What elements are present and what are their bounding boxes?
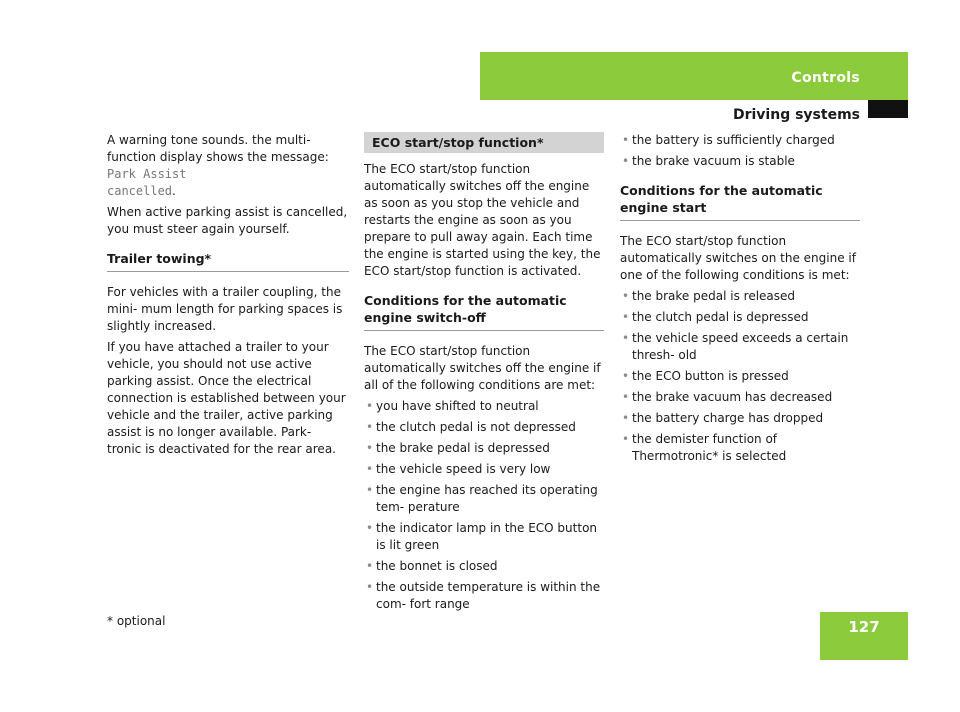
- thumb-index-marker: [868, 100, 908, 118]
- list-item: • the battery is sufficiently charged: [620, 132, 860, 149]
- heading-eco-start-stop: ECO start/stop function*: [364, 132, 604, 153]
- display-message-line2: cancelled: [107, 184, 173, 198]
- section-label: Controls: [791, 70, 860, 86]
- list-item: • you have shifted to neutral: [364, 398, 604, 415]
- list-item: • the clutch pedal is not depressed: [364, 419, 604, 436]
- paragraph-switch-off-intro: The ECO start/stop function automatically switches off the engine if all of the following conditions are met:: [364, 344, 601, 392]
- list-item: • the demister function of Thermotronic* is selected: [620, 431, 860, 465]
- list-item: • the engine has reached its operating tem- perature: [364, 482, 604, 516]
- list-item: • the outside temperature is within the com- fort range: [364, 579, 604, 613]
- paragraph-warning: [107, 132, 349, 200]
- list-item: • the vehicle speed exceeds a certain thresh- old: [620, 330, 860, 364]
- list-switch-off-conditions-cont: [620, 132, 860, 170]
- paragraph-trailer-1: For vehicles with a trailer coupling, the mini- mum length for parking spaces is slightly increased.: [107, 285, 343, 333]
- list-item: • the indicator lamp in the ECO button is lit green: [364, 520, 604, 554]
- column-right: [620, 132, 860, 469]
- display-message-line1: Park Assist: [107, 167, 187, 181]
- column-middle: [364, 132, 604, 617]
- list-item: • the battery charge has dropped: [620, 410, 860, 427]
- heading-switch-off-conditions: Conditions for the automatic engine switch-off: [364, 292, 604, 331]
- column-left: [107, 132, 349, 462]
- heading-trailer-towing: Trailer towing*: [107, 250, 349, 272]
- list-item: • the brake pedal is released: [620, 288, 860, 305]
- heading-engine-start-conditions: Conditions for the automatic engine start: [620, 182, 860, 221]
- footnote-optional: * optional: [107, 614, 166, 628]
- warning-text: A warning tone sounds. the multi-function display shows the message:: [107, 133, 329, 164]
- paragraph-trailer-2: If you have attached a trailer to your vehicle, you should not use active parking assist. Once the electrical connection is established between your vehicle and the trailer, active parking assist is no longer available. Park- tronic is deactivated for the rear area.: [107, 340, 346, 456]
- list-item: • the bonnet is closed: [364, 558, 604, 575]
- list-item: • the clutch pedal is depressed: [620, 309, 860, 326]
- list-item: • the brake vacuum has decreased: [620, 389, 860, 406]
- list-item: • the ECO button is pressed: [620, 368, 860, 385]
- paragraph-engine-start-intro: The ECO start/stop function automatically switches on the engine if one of the following conditions is met:: [620, 234, 856, 282]
- paragraph-steer: When active parking assist is cancelled, you must steer again yourself.: [107, 205, 348, 236]
- warning-end: .: [172, 184, 176, 198]
- paragraph-eco-intro: The ECO start/stop function automatically switches off the engine as soon as you stop the vehicle and restarts the engine as soon as you prepare to pull away again. Each time the engine is started using the key, the ECO start/stop function is activated.: [364, 162, 601, 278]
- list-switch-off-conditions: [364, 398, 604, 613]
- page-number: 127: [848, 618, 880, 636]
- list-item: • the brake vacuum is stable: [620, 153, 860, 170]
- chapter-title: Driving systems: [732, 107, 860, 123]
- list-item: • the vehicle speed is very low: [364, 461, 604, 478]
- list-item: • the brake pedal is depressed: [364, 440, 604, 457]
- list-engine-start-conditions: [620, 288, 860, 465]
